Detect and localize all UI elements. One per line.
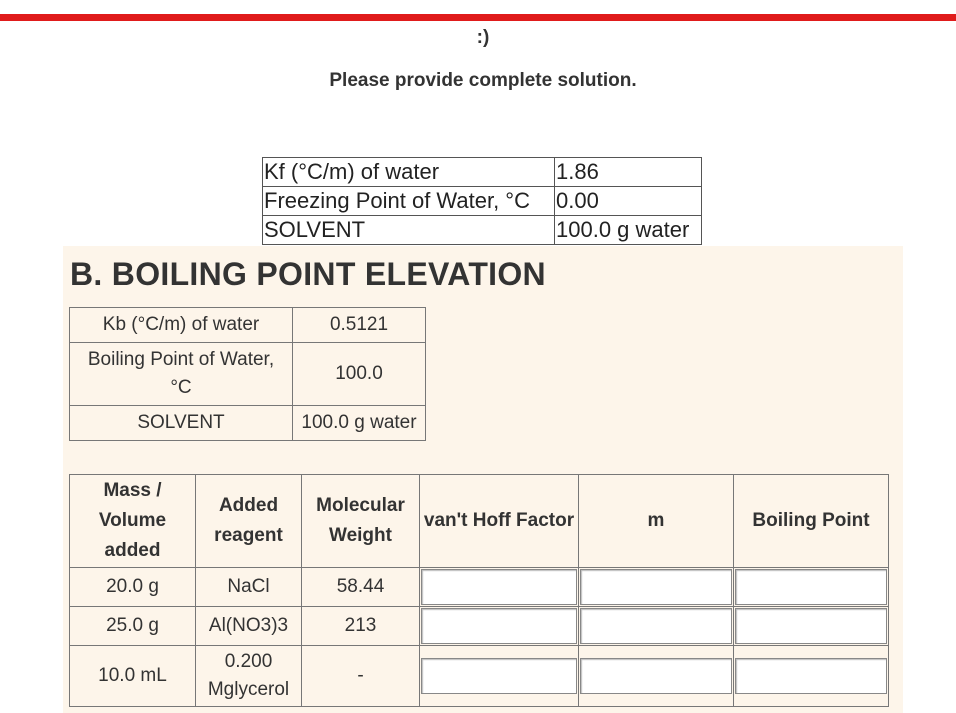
header-reagent: Added reagent: [196, 475, 302, 568]
boiling-point-label: Boiling Point of Water, °C: [70, 343, 293, 406]
reagent-cell: NaCl: [196, 568, 302, 607]
molality-cell: [579, 568, 734, 607]
vanthoff-cell: [420, 607, 579, 646]
table-row: [70, 568, 889, 607]
kf-label: Kf (°C/m) of water: [263, 158, 555, 187]
kf-value: 1.86: [555, 158, 702, 187]
molality-input[interactable]: [580, 569, 732, 605]
boiling-point-input[interactable]: [735, 658, 887, 694]
boiling-point-input[interactable]: [735, 608, 887, 644]
instruction-text: Please provide complete solution.: [329, 70, 637, 91]
vanthoff-input[interactable]: [421, 608, 577, 644]
boiling-point-cell: [734, 607, 889, 646]
boiling-point-constants-table: [69, 307, 426, 441]
kb-label: Kb (°C/m) of water: [70, 308, 293, 343]
boiling-point-cell: [734, 568, 889, 607]
solvent-label: SOLVENT: [70, 406, 293, 441]
mass-cell: 10.0 mL: [70, 646, 196, 707]
table-header-row: [70, 475, 889, 568]
vanthoff-cell: [420, 568, 579, 607]
kb-value: 0.5121: [293, 308, 426, 343]
molecular-weight-cell: 58.44: [302, 568, 420, 607]
solvent-value: 100.0 g water: [293, 406, 426, 441]
molality-cell: [579, 607, 734, 646]
vanthoff-input[interactable]: [421, 658, 577, 694]
molality-cell: [579, 646, 734, 707]
vanthoff-cell: [420, 646, 579, 707]
mass-cell: 25.0 g: [70, 607, 196, 646]
table-row: [70, 646, 889, 707]
table-row: [263, 187, 702, 216]
boiling-point-cell: [734, 646, 889, 707]
freezing-point-value: 0.00: [555, 187, 702, 216]
header-molality: m: [579, 475, 734, 568]
smiley-text: :): [476, 27, 490, 48]
table-row: [70, 607, 889, 646]
reagent-cell: 0.200 Mglycerol: [196, 646, 302, 707]
boiling-point-input[interactable]: [735, 569, 887, 605]
top-red-bar: [0, 14, 956, 21]
vanthoff-input[interactable]: [421, 569, 577, 605]
table-row: [70, 406, 426, 441]
table-row: [70, 343, 426, 406]
molality-input[interactable]: [580, 608, 732, 644]
reagent-cell: Al(NO3)3: [196, 607, 302, 646]
header-mass: Mass / Volume added: [70, 475, 196, 568]
table-row: [70, 308, 426, 343]
boiling-point-panel: [63, 246, 903, 713]
solvent-value: 100.0 g water: [555, 216, 702, 245]
table-row: [263, 158, 702, 187]
table-row: [263, 216, 702, 245]
header-boiling-point: Boiling Point: [734, 475, 889, 568]
header-vanthoff: van't Hoff Factor: [420, 475, 579, 568]
section-title: B. BOILING POINT ELEVATION: [70, 256, 546, 292]
freezing-point-constants-table: [262, 157, 702, 245]
solvent-label: SOLVENT: [263, 216, 555, 245]
mass-cell: 20.0 g: [70, 568, 196, 607]
molecular-weight-cell: 213: [302, 607, 420, 646]
header-molecular-weight: Molecular Weight: [302, 475, 420, 568]
boiling-point-data-table: [69, 474, 889, 707]
molality-input[interactable]: [580, 658, 732, 694]
boiling-point-value: 100.0: [293, 343, 426, 406]
freezing-point-label: Freezing Point of Water, °C: [263, 187, 555, 216]
molecular-weight-cell: -: [302, 646, 420, 707]
